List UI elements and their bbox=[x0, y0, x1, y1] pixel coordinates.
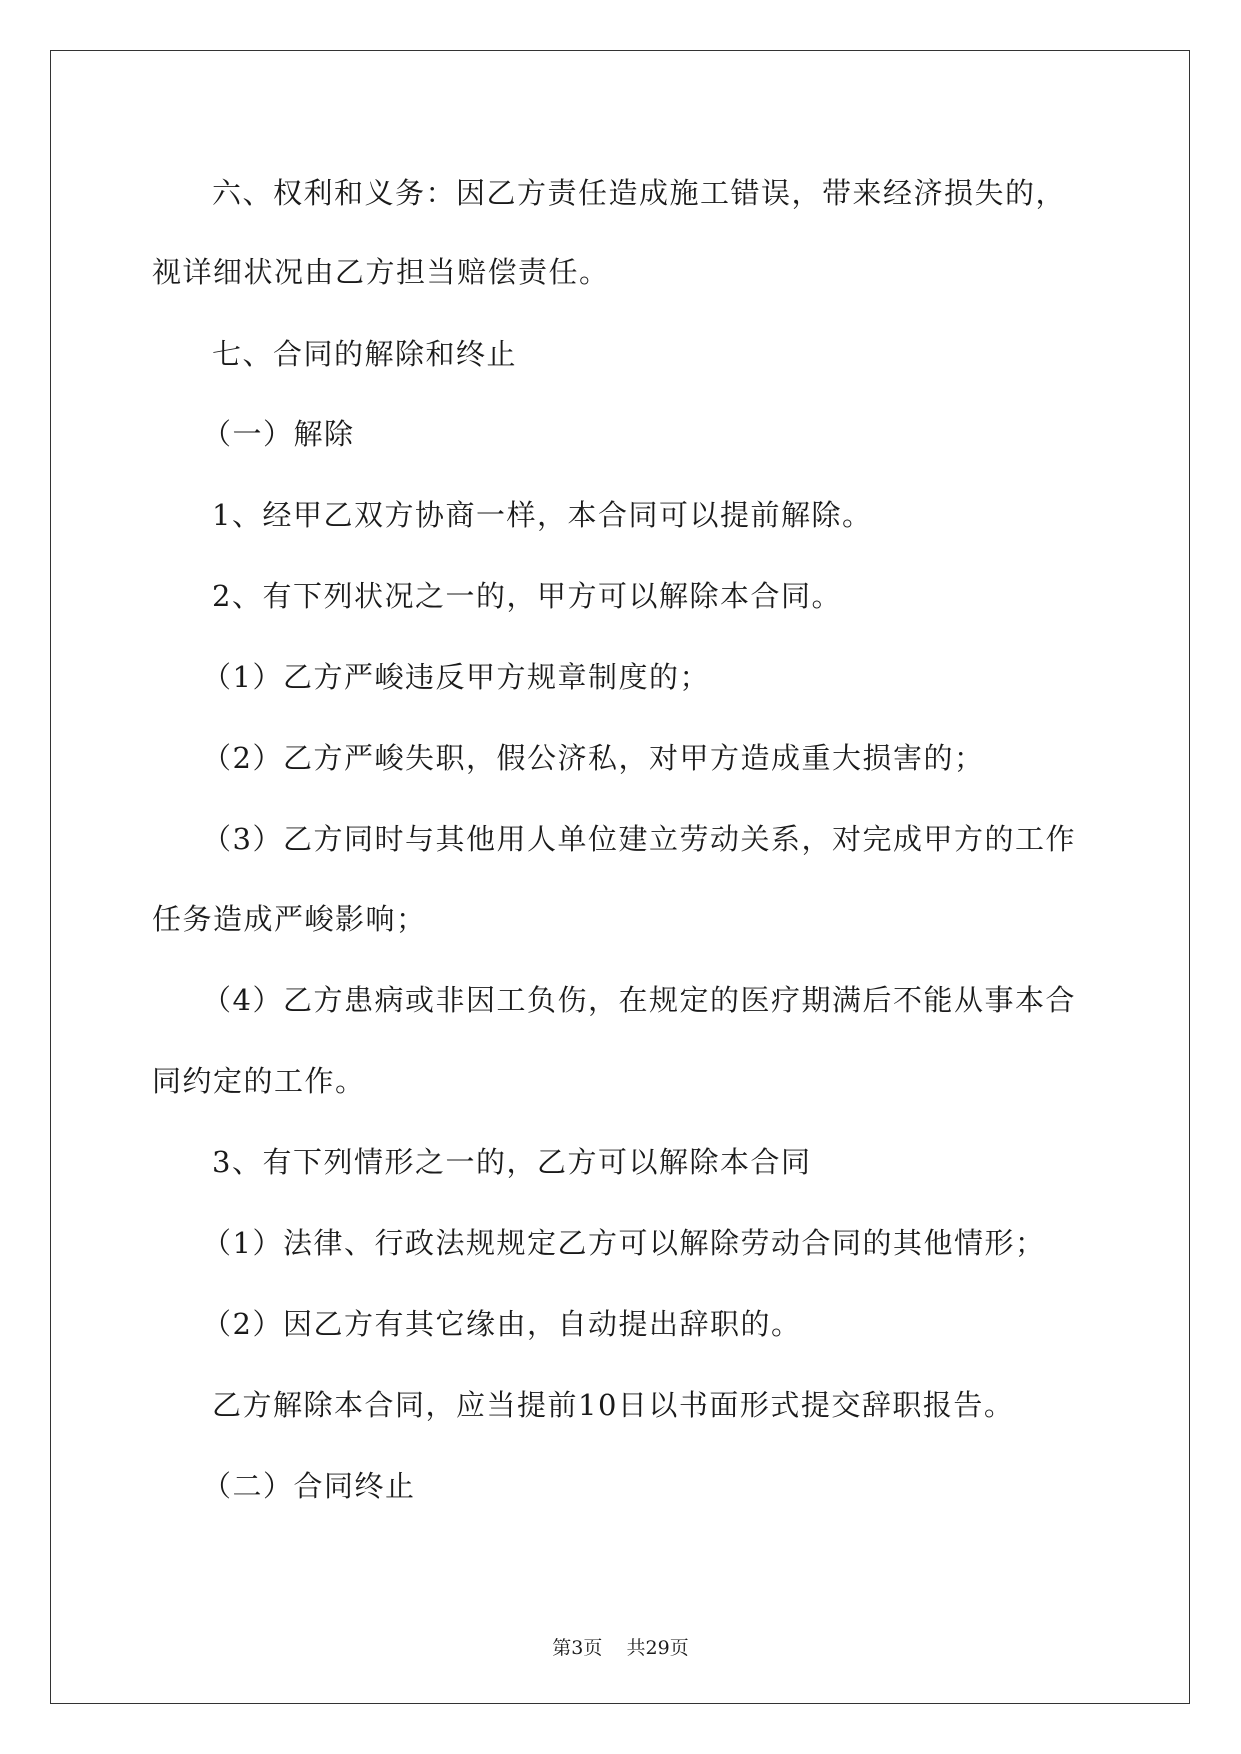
paragraph: 2、有下列状况之一的，甲方可以解除本合同。 bbox=[212, 579, 842, 613]
list-item-continuation: 任务造成严峻影响； bbox=[152, 902, 427, 936]
list-item: （2）因乙方有其它缘由，自动提出辞职的。 bbox=[202, 1307, 802, 1341]
list-item-continuation: 同约定的工作。 bbox=[152, 1064, 366, 1098]
list-item: （1）法律、行政法规规定乙方可以解除劳动合同的其他情形； bbox=[202, 1226, 1046, 1260]
page-total: 共29页 bbox=[626, 1637, 689, 1659]
list-item: （1）乙方严峻违反甲方规章制度的； bbox=[202, 660, 710, 694]
subsection-heading: （一）解除 bbox=[202, 417, 355, 451]
paragraph: 3、有下列情形之一的，乙方可以解除本合同 bbox=[212, 1145, 812, 1179]
page-number: 第3页 bbox=[552, 1637, 603, 1659]
section-heading: 七、合同的解除和终止 bbox=[212, 337, 518, 371]
list-item: （4）乙方患病或非因工负伤，在规定的医疗期满后不能从事本合 bbox=[202, 983, 1076, 1017]
paragraph: 1、经甲乙双方协商一样，本合同可以提前解除。 bbox=[212, 498, 873, 532]
list-item: （2）乙方严峻失职，假公济私，对甲方造成重大损害的； bbox=[202, 741, 985, 775]
paragraph: 六、权利和义务：因乙方责任造成施工错误，带来经济损失的， bbox=[212, 176, 1067, 210]
subsection-heading: （二）合同终止 bbox=[202, 1469, 416, 1503]
page-border bbox=[50, 50, 1190, 1704]
list-item: （3）乙方同时与其他用人单位建立劳动关系，对完成甲方的工作 bbox=[202, 822, 1076, 856]
paragraph: 乙方解除本合同，应当提前10日以书面形式提交辞职报告。 bbox=[212, 1388, 1015, 1422]
paragraph: 视详细状况由乙方担当赔偿责任。 bbox=[152, 255, 610, 289]
page-footer bbox=[0, 1637, 1241, 1659]
